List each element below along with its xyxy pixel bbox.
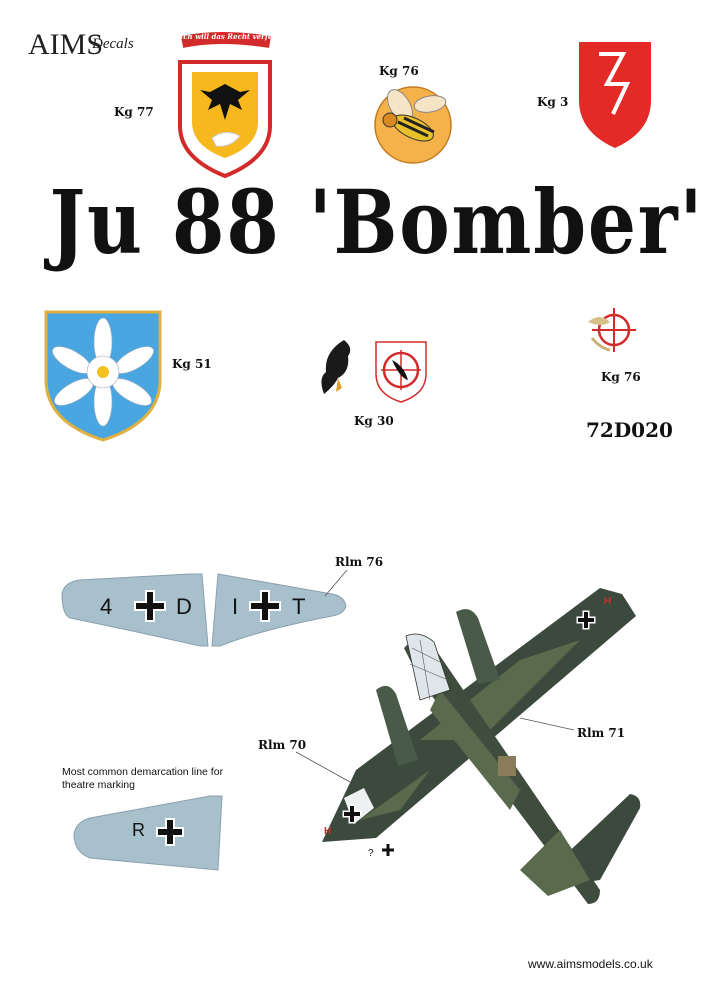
page-title: Ju 88 'Bomber' xyxy=(49,170,705,274)
lower-wing-code: R xyxy=(132,820,145,840)
svg-text:H: H xyxy=(604,596,612,607)
kg51-label: Kg 51 xyxy=(172,357,212,371)
rlm76-callout: Rlm 76 xyxy=(335,555,384,569)
svg-text:H: H xyxy=(324,826,332,837)
brand-logo: AIMS xyxy=(28,28,104,61)
wing-code-left-1: 4 xyxy=(100,594,113,619)
kg77-motto: Ich will das Recht verfechten xyxy=(180,32,295,41)
rlm70-callout: Rlm 70 xyxy=(258,738,307,752)
kg3-label: Kg 3 xyxy=(537,95,569,109)
wing-code-right-2: T xyxy=(292,594,306,619)
product-code: 72D020 xyxy=(586,418,673,442)
kg76-right-label: Kg 76 xyxy=(601,370,641,384)
website-url: www.aimsmodels.co.uk xyxy=(528,957,653,971)
wing-code-left-2: D xyxy=(176,594,192,619)
brand-subtitle: Decals xyxy=(92,36,134,52)
lower-wing-panel-icon xyxy=(70,794,230,872)
unknown-marking-question: ? xyxy=(368,848,374,859)
kg76-top-label: Kg 76 xyxy=(379,64,419,78)
rlm71-callout: Rlm 71 xyxy=(577,726,626,740)
demarcation-note: Most common demarcation line for theatre marking xyxy=(62,766,224,791)
kg30-label: Kg 30 xyxy=(354,414,394,428)
kg77-label: Kg 77 xyxy=(114,105,154,119)
wing-code-right-1: I xyxy=(232,594,239,619)
